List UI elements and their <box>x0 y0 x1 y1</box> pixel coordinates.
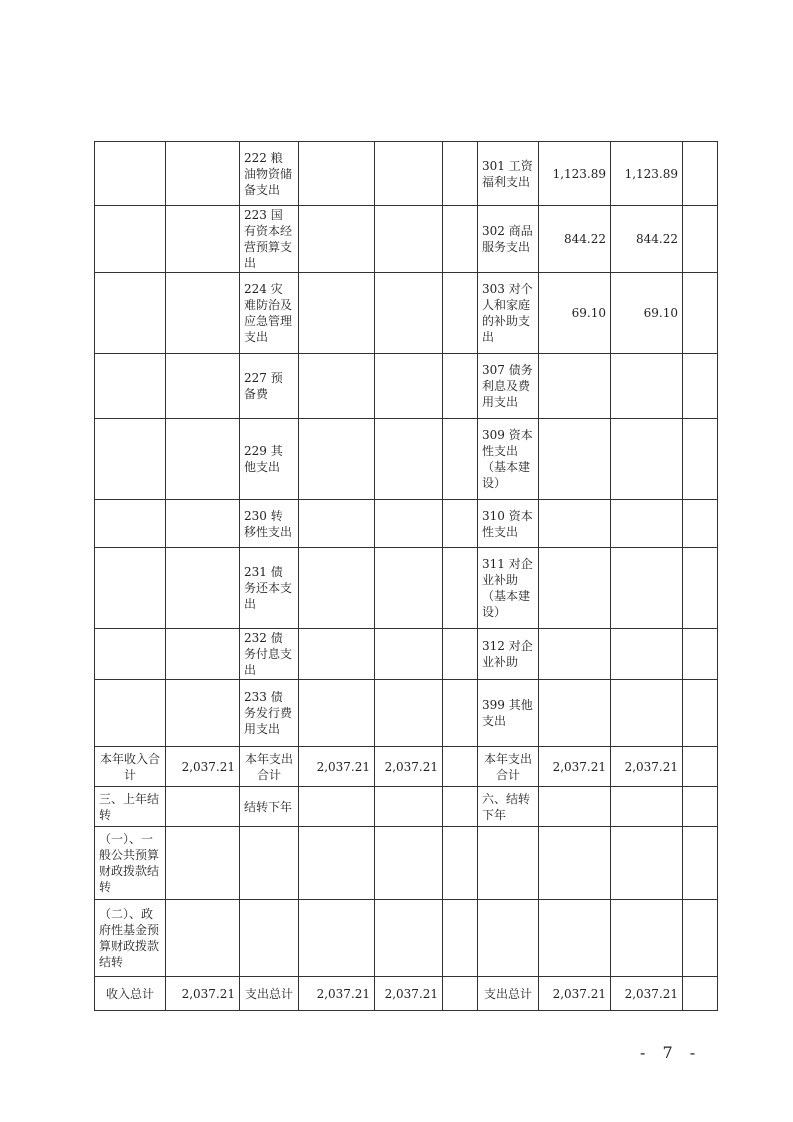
table-cell-col2 <box>166 419 240 500</box>
table-cell-col4: 2,037.21 <box>299 977 375 1011</box>
table-cell-col10 <box>683 354 718 419</box>
budget-table <box>94 141 718 1011</box>
table-cell-col3: 232 债务付息支出 <box>240 629 299 680</box>
table-cell-col1 <box>95 629 166 680</box>
table-cell-col6 <box>443 419 478 500</box>
table-cell-col4 <box>299 354 375 419</box>
table-cell-col10 <box>683 827 718 900</box>
table-cell-col5 <box>375 827 443 900</box>
table-cell-col7: 支出总计 <box>478 977 539 1011</box>
table-cell-col3: 本年支出合计 <box>240 747 299 787</box>
table-cell-col9: 2,037.21 <box>611 747 683 787</box>
table-cell-col8: 2,037.21 <box>539 747 611 787</box>
table-cell-col3: 223 国有资本经营预算支出 <box>240 206 299 273</box>
table-cell-col2 <box>166 206 240 273</box>
table-cell-col10 <box>683 629 718 680</box>
table-cell-col1 <box>95 548 166 629</box>
table-cell-col9 <box>611 787 683 827</box>
table-cell-col1: （二）、政府性基金预算财政拨款结转 <box>95 900 166 977</box>
table-cell-col2 <box>166 827 240 900</box>
table-row <box>95 900 718 977</box>
table-cell-col5 <box>375 787 443 827</box>
table-cell-col9 <box>611 900 683 977</box>
table-cell-col7: 301 工资福利支出 <box>478 142 539 206</box>
table-cell-col4 <box>299 900 375 977</box>
table-cell-col7 <box>478 900 539 977</box>
table-cell-col9: 2,037.21 <box>611 977 683 1011</box>
table-cell-col2 <box>166 500 240 548</box>
table-cell-col5 <box>375 548 443 629</box>
table-cell-col3: 231 债务还本支出 <box>240 548 299 629</box>
table-cell-col6 <box>443 787 478 827</box>
table-row <box>95 548 718 629</box>
table-cell-col6 <box>443 548 478 629</box>
table-cell-col2 <box>166 142 240 206</box>
table-cell-col1 <box>95 354 166 419</box>
table-row <box>95 977 718 1011</box>
table-cell-col1 <box>95 273 166 354</box>
table-cell-col10 <box>683 500 718 548</box>
table-cell-col3: 227 预备费 <box>240 354 299 419</box>
table-cell-col9 <box>611 827 683 900</box>
page-number: - 7 - <box>640 1043 702 1062</box>
table-cell-col10 <box>683 900 718 977</box>
table-cell-col3: 支出总计 <box>240 977 299 1011</box>
table-cell-col7: 311 对企业补助（基本建设） <box>478 548 539 629</box>
table-cell-col5 <box>375 629 443 680</box>
table-cell-col7: 302 商品服务支出 <box>478 206 539 273</box>
table-row <box>95 787 718 827</box>
table-cell-col1: 三、上年结转 <box>95 787 166 827</box>
table-cell-col7: 399 其他支出 <box>478 680 539 747</box>
table-cell-col2 <box>166 548 240 629</box>
table-cell-col10 <box>683 787 718 827</box>
table-cell-col4 <box>299 142 375 206</box>
table-cell-col4 <box>299 206 375 273</box>
table-cell-col3: 230 转移性支出 <box>240 500 299 548</box>
table-cell-col4: 2,037.21 <box>299 747 375 787</box>
table-cell-col4 <box>299 419 375 500</box>
table-cell-col5 <box>375 419 443 500</box>
table-row <box>95 500 718 548</box>
table-cell-col2: 2,037.21 <box>166 747 240 787</box>
table-cell-col8: 2,037.21 <box>539 977 611 1011</box>
table-row <box>95 273 718 354</box>
table-cell-col7 <box>478 827 539 900</box>
table-cell-col3 <box>240 900 299 977</box>
table-row <box>95 680 718 747</box>
table-cell-col1 <box>95 680 166 747</box>
table-cell-col1 <box>95 142 166 206</box>
table-cell-col1 <box>95 500 166 548</box>
table-cell-col10 <box>683 548 718 629</box>
table-cell-col1: （一）、一般公共预算财政拨款结转 <box>95 827 166 900</box>
table-cell-col6 <box>443 142 478 206</box>
table-cell-col7: 312 对企业补助 <box>478 629 539 680</box>
table-cell-col4 <box>299 500 375 548</box>
table-cell-col8 <box>539 548 611 629</box>
table-cell-col6 <box>443 827 478 900</box>
table-cell-col9 <box>611 548 683 629</box>
table-cell-col4 <box>299 787 375 827</box>
table-cell-col3 <box>240 827 299 900</box>
table-cell-col1 <box>95 419 166 500</box>
table-cell-col7: 309 资本性支出（基本建设） <box>478 419 539 500</box>
table-cell-col8 <box>539 354 611 419</box>
table-cell-col5: 2,037.21 <box>375 747 443 787</box>
table-cell-col9 <box>611 419 683 500</box>
table-cell-col10 <box>683 680 718 747</box>
table-cell-col3: 222 粮油物资储备支出 <box>240 142 299 206</box>
table-cell-col9 <box>611 500 683 548</box>
table-cell-col6 <box>443 354 478 419</box>
table-cell-col7: 310 资本性支出 <box>478 500 539 548</box>
table-cell-col2 <box>166 273 240 354</box>
table-cell-col10 <box>683 273 718 354</box>
table-cell-col7: 本年支出合计 <box>478 747 539 787</box>
table-cell-col8: 1,123.89 <box>539 142 611 206</box>
table-cell-col2 <box>166 900 240 977</box>
table-cell-col5 <box>375 900 443 977</box>
table-cell-col9 <box>611 680 683 747</box>
table-row <box>95 827 718 900</box>
table-cell-col10 <box>683 142 718 206</box>
table-cell-col6 <box>443 629 478 680</box>
table-cell-col5 <box>375 680 443 747</box>
table-cell-col4 <box>299 548 375 629</box>
table-row <box>95 629 718 680</box>
table-cell-col4 <box>299 827 375 900</box>
table-cell-col8 <box>539 419 611 500</box>
table-cell-col6 <box>443 273 478 354</box>
table-cell-col5 <box>375 142 443 206</box>
table-cell-col5 <box>375 206 443 273</box>
table-cell-col6 <box>443 206 478 273</box>
table-cell-col10 <box>683 747 718 787</box>
table-cell-col9 <box>611 629 683 680</box>
table-cell-col7: 303 对个人和家庭的补助支出 <box>478 273 539 354</box>
table-cell-col3: 233 债务发行费用支出 <box>240 680 299 747</box>
table-cell-col6 <box>443 680 478 747</box>
table-cell-col4 <box>299 629 375 680</box>
table-cell-col1: 收入总计 <box>95 977 166 1011</box>
table-cell-col8 <box>539 680 611 747</box>
table-cell-col3: 224 灾难防治及应急管理支出 <box>240 273 299 354</box>
table-cell-col8 <box>539 827 611 900</box>
table-cell-col6 <box>443 500 478 548</box>
table-cell-col6 <box>443 900 478 977</box>
table-row <box>95 419 718 500</box>
table-cell-col3: 229 其他支出 <box>240 419 299 500</box>
table-cell-col8: 844.22 <box>539 206 611 273</box>
table-cell-col9: 69.10 <box>611 273 683 354</box>
table-cell-col10 <box>683 419 718 500</box>
table-cell-col9 <box>611 354 683 419</box>
table-cell-col4 <box>299 273 375 354</box>
table-cell-col6 <box>443 747 478 787</box>
table-cell-col7: 307 债务利息及费用支出 <box>478 354 539 419</box>
table-cell-col8 <box>539 787 611 827</box>
table-cell-col10 <box>683 206 718 273</box>
table-row <box>95 142 718 206</box>
table-cell-col2 <box>166 787 240 827</box>
table-cell-col5: 2,037.21 <box>375 977 443 1011</box>
table-cell-col2 <box>166 354 240 419</box>
table-cell-col4 <box>299 680 375 747</box>
table-cell-col1: 本年收入合计 <box>95 747 166 787</box>
table-cell-col8 <box>539 900 611 977</box>
table-cell-col2: 2,037.21 <box>166 977 240 1011</box>
table-cell-col9: 1,123.89 <box>611 142 683 206</box>
table-cell-col1 <box>95 206 166 273</box>
table-cell-col5 <box>375 273 443 354</box>
table-cell-col2 <box>166 629 240 680</box>
table-row <box>95 747 718 787</box>
table-cell-col7: 六、结转下年 <box>478 787 539 827</box>
table-cell-col2 <box>166 680 240 747</box>
table-cell-col5 <box>375 354 443 419</box>
table-cell-col10 <box>683 977 718 1011</box>
table-cell-col5 <box>375 500 443 548</box>
table-row <box>95 206 718 273</box>
table-cell-col8 <box>539 500 611 548</box>
table-cell-col8 <box>539 629 611 680</box>
table-cell-col6 <box>443 977 478 1011</box>
table-cell-col8: 69.10 <box>539 273 611 354</box>
table-row <box>95 354 718 419</box>
table-cell-col9: 844.22 <box>611 206 683 273</box>
table-cell-col3: 结转下年 <box>240 787 299 827</box>
